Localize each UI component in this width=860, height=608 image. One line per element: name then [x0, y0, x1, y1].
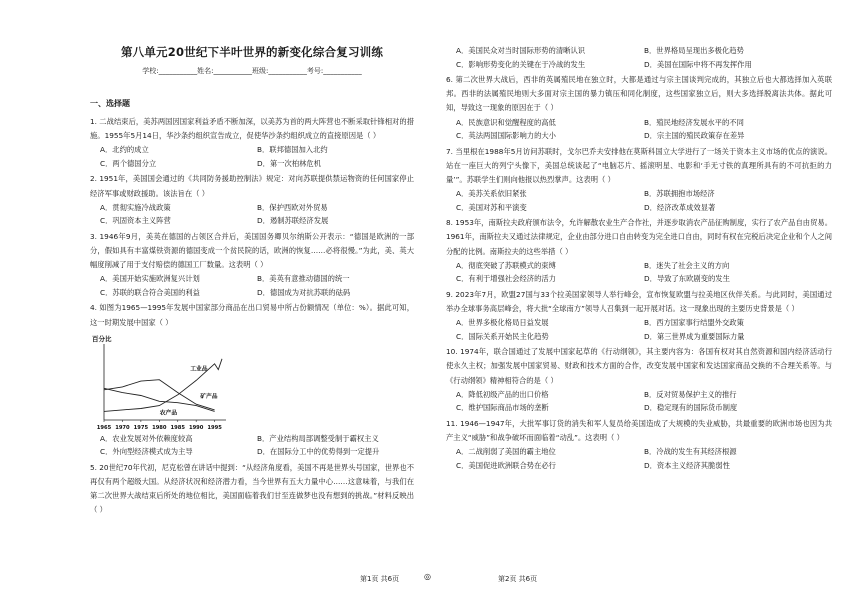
answer-option[interactable]: B．冷战的发生有其经济根源: [644, 447, 737, 457]
answer-option[interactable]: A．民族意识和觉醒程度的高低: [456, 117, 556, 127]
answer-option[interactable]: C．英法两国国际影响力的大小: [456, 131, 556, 141]
question-stem: 6. 第二次世界大战后，西非的英属殖民地在独立时，大都是通过与宗主国谈判完成的，其独立后也大都选择加入英联邦。西非的法属殖民地则大多面对宗主国的暴力镇压和同化制度，这些国家独立后，则大多选择脱离法共体。据此可知，导致这一现象的原因在于（ ）: [446, 75, 832, 113]
answer-option[interactable]: B．世界格局呈现出多极化趋势: [644, 46, 744, 55]
answer-option[interactable]: B．联邦德国加入北约: [257, 145, 328, 155]
answer-option[interactable]: D．遏制苏联经济发展: [257, 216, 329, 226]
x-tick-label: 1980: [152, 424, 167, 431]
question-stem: 2. 1951年，美国国会通过的《共同防务援助控制法》规定：对向苏联提供禁运物资的任何国家停止经济军事或财政援助。该法旨在（ ）: [90, 174, 414, 198]
section-heading: 一、选择题: [90, 99, 130, 108]
x-tick-label: 1985: [170, 424, 185, 431]
question-stem: 1. 二战结束后，美苏两国因国家利益矛盾不断加深，以美苏为首的两大阵营也不断采取针锋相对的措施。1955年5月14日，华沙条约组织宣告成立，促使华沙条约组织成立的直接原因是（ ）: [90, 117, 414, 141]
x-tick-label: 1995: [207, 424, 222, 431]
binding-mark-icon: ◎: [424, 572, 431, 581]
answer-option[interactable]: C．国际关系开始民主化趋势: [456, 331, 549, 341]
answer-option[interactable]: C．两个德国分立: [100, 158, 157, 168]
question-stem: 9. 2023年7月，欧盟27国与33个拉美国家领导人举行峰会，宣布恢复欧盟与拉美地区伙伴关系。与此同时，美国通过举办全球事务高层峰会，将大批“全球南方”领导人召集到一起开展对话。这一现象出现的主要历史背景是（ ）: [446, 289, 832, 314]
answer-option[interactable]: C．美国促进欧洲联合势在必行: [456, 460, 556, 470]
series-label-2: 农产品: [159, 410, 178, 417]
answer-options: [90, 201, 414, 228]
answer-options: [446, 445, 832, 472]
export-share-line-chart: [90, 332, 230, 432]
answer-option[interactable]: C．外向型经济模式成为主导: [100, 447, 193, 457]
page-number-right: 第2页 共6页: [498, 575, 538, 583]
answer-option[interactable]: B．产业结构局部调整受制于霸权主义: [257, 433, 379, 443]
answer-options: [446, 116, 832, 143]
question-stem: 3. 1946年9月，美英在德国的占领区合并后，美国国务卿贝尔纳斯公开表示：“德国是欧洲的一部分，假如具有丰富煤铁资源的德国变成一个贫民院的话，欧洲的恢复……必将很慢。”为此，美、英大幅度削减了用于支付赔偿的德国工厂数量。这表明（ ）: [90, 231, 414, 270]
answer-option[interactable]: D．美国在国际中将不再发挥作用: [644, 59, 752, 69]
question-stem: 11. 1946—1947年，大批军事订货的消失和军人复员给美国造成了大规模的失业威胁，共最重要的欧洲市场也因为共产主义“威胁”和战争破坏而面临着“动乱”。这表明（ ）: [446, 418, 832, 443]
question-stem: 10. 1974年，联合国通过了发展中国家起草的《行动纲领》，其主要内容为：各国有权对其自然资源和国内经济活动行使永久主权；加强发展中国家贸易、财政和技术方面的合作，改变发展中国家和发达国家商品交换的不合理关系等。与《行动纲领》精神相符合的是（ ）: [446, 347, 832, 385]
answer-options: [446, 316, 832, 343]
x-tick-label: 1970: [115, 424, 130, 431]
answer-option[interactable]: B．西方国家事行结盟外交政策: [644, 318, 744, 328]
answer-option[interactable]: A．贯彻实施冷战政策: [100, 202, 171, 212]
answer-options: [90, 432, 414, 459]
answer-options: [446, 187, 832, 214]
answer-option[interactable]: C．影响形势变化的关键在于冷战的发生: [456, 59, 586, 69]
answer-option[interactable]: B．保护西欧对外贸易: [257, 202, 328, 212]
answer-option[interactable]: C．维护国际商品市场的垄断: [456, 403, 549, 413]
answer-options: [446, 44, 832, 71]
answer-option[interactable]: D．稳定现有的国际货币制度: [644, 403, 738, 413]
answer-option[interactable]: B．反对贸易保护主义的推行: [644, 389, 737, 399]
question-stem: 8. 1953年，南斯拉夫政府颁布法令，允许解散农业生产合作社，并逐步取消农产品征购制度，实行了农产品自由贸易。1961年，南斯拉夫又通过法律规定，企业由部分进口自由转变为完全进口自由，同时有权在完税后决定企业和个人之间分配的比例。南斯拉夫的这些举措（ ）: [446, 218, 832, 256]
answer-option[interactable]: D．宗主国的殖民政策存在差异: [644, 131, 745, 141]
answer-option[interactable]: A．美国开始实施欧洲复兴计划: [100, 274, 200, 284]
answer-option[interactable]: D．资本主义经济其脆弱性: [644, 460, 730, 470]
answer-option[interactable]: C．苏联的联合符合美国的利益: [100, 287, 200, 297]
answer-option[interactable]: C．美国对苏和平演变: [456, 202, 527, 212]
answer-option[interactable]: A．彻底突破了苏联模式的束缚: [456, 260, 556, 270]
x-tick-label: 1990: [188, 424, 204, 431]
answer-option[interactable]: A．美国民众对当时国际形势的清晰认识: [456, 46, 586, 55]
document-title: 第八单元20世纪下半叶世界的新变化综合复习训练: [120, 45, 384, 59]
answer-option[interactable]: D．经济改革成效显著: [644, 202, 716, 212]
question-stem: 7. 当里根在1988年5月访问苏联时，戈尔巴乔夫安排他在莫斯科国立大学进行了一场关于资本主义市场的优点的演说。站在一座巨大的列宁头像下，美国总统谈起了“电脑芯片、摇滚明星、电影和‘手无寸铁的真理所具有的不可抗拒的力量’”。苏联学生们则向他报以热烈掌声。这表明（ ）: [446, 146, 832, 185]
chart-container: [90, 332, 414, 432]
student-info-line: 学校:___________姓名:___________班级:___________考号:___________: [142, 67, 362, 75]
x-tick-label: 1965: [96, 424, 112, 431]
answer-options: [90, 143, 414, 170]
series-label-1: 矿产品: [200, 393, 218, 400]
answer-options: [446, 259, 832, 286]
answer-option[interactable]: B．美英有意推动德国的统一: [257, 274, 350, 284]
question-stem: 5. 20世纪70年代初，尼克松曾在讲话中提到：“从经济角度看，美国不再是世界头号国家，世界也不再仅有两个超级大国。从经济状况和经济潜力看，当今世界有五大力量中心……这意味着，与我们在第二次世界大战结束后所处的地位相比，美国面临着我们甘至连做梦也没有想到的挑战。”材料反映出（ ）: [90, 462, 414, 515]
answer-option[interactable]: C．巩固资本主义阵营: [100, 216, 171, 226]
right-question-list: [446, 44, 832, 472]
answer-option[interactable]: B．苏联拥抱市场经济: [644, 189, 715, 199]
page-number-left: 第1页 共6页: [360, 575, 400, 583]
x-tick-label: 1975: [133, 424, 149, 431]
question-stem: 4. 如图为1965—1995年发展中国家部分商品在出口贸易中所占份额情况（单位：%）。据此可知，这一时期发展中国家（ ）: [90, 303, 414, 327]
answer-options: [90, 272, 414, 299]
y-axis-label: 百分比: [92, 334, 112, 343]
left-question-list: [90, 115, 414, 518]
series-label-0: 工业品: [190, 366, 208, 373]
answer-option[interactable]: A．世界多极化格局日益发展: [456, 318, 549, 328]
series-line-2: [104, 388, 215, 411]
answer-option[interactable]: D．第一次柏林危机: [257, 158, 321, 168]
answer-options: [446, 388, 832, 415]
answer-option[interactable]: D．德国成为对抗苏联的砝码: [257, 287, 351, 297]
answer-option[interactable]: A．北约的成立: [100, 145, 149, 155]
answer-option[interactable]: A．美苏关系依旧紧张: [456, 189, 527, 199]
answer-option[interactable]: D．导致了东欧剧变的发生: [644, 274, 730, 284]
answer-option[interactable]: C．有利于增强社会经济的活力: [456, 274, 556, 284]
answer-option[interactable]: B．迷失了社会主义的方向: [644, 260, 730, 270]
answer-option[interactable]: B．殖民地经济发展水平的不同: [644, 117, 744, 127]
answer-option[interactable]: A．二战削弱了美国的霸主地位: [456, 447, 556, 457]
answer-option[interactable]: A．农业发展对外依赖度较高: [100, 433, 193, 443]
answer-option[interactable]: D．第三世界成为重要国际力量: [644, 331, 745, 341]
right-page: [430, 0, 860, 608]
answer-option[interactable]: D．在国际分工中的优势得到一定提升: [257, 447, 380, 457]
answer-option[interactable]: A．降低初级产品的出口价格: [456, 389, 549, 399]
